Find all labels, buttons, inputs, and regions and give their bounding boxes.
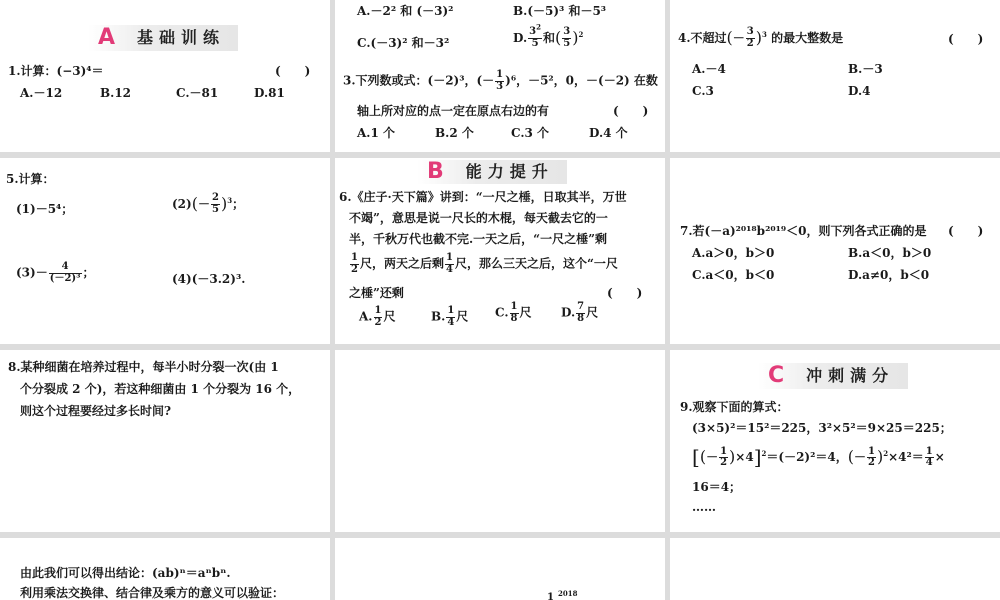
q6-line-4 bbox=[349, 253, 618, 275]
q3-fraction bbox=[495, 70, 504, 92]
q7-option-c: C.a＜0，b＜0 bbox=[692, 268, 775, 282]
q9-line-2-b: ＝(－2)²＝4， bbox=[766, 450, 848, 464]
q6-option-c-denominator: 8 bbox=[510, 312, 518, 324]
q6-option-b bbox=[431, 306, 468, 328]
q8-line-2: 个分裂成 2 个)，若这种细菌由 1 个分裂为 16 个， bbox=[20, 382, 301, 396]
q6-option-d-numerator: 7 bbox=[577, 301, 585, 312]
q3-answer-blank: ( ) bbox=[613, 104, 649, 118]
q4-fraction-denominator: 2 bbox=[746, 37, 754, 49]
q6-option-c-fraction bbox=[510, 302, 519, 324]
q5-part-3 bbox=[16, 262, 95, 284]
q9-line-3: 16＝4； bbox=[692, 480, 742, 494]
q2-option-d-fraction-2 bbox=[562, 27, 571, 49]
q5-part-3-numerator: 4 bbox=[49, 262, 82, 274]
q5-part-1: (1)－5⁴； bbox=[16, 202, 74, 216]
q6-answer-blank: ( ) bbox=[607, 286, 643, 300]
q3-stem-start: 3.下列数或式：(－2)³，(－ bbox=[343, 73, 495, 88]
q2-option-d: D. $\frac{3^2}{5}$ 和( $\frac{3}{5}$ )$^2$ bbox=[513, 23, 584, 49]
q3-fraction-denominator: 3 bbox=[496, 80, 504, 92]
q6-line-4-a: 尺，两天之后剩 bbox=[359, 256, 444, 271]
q7-stem: 7.若(－a)²⁰¹⁸b²⁰¹⁹＜0，则下列各式正确的是 bbox=[680, 224, 927, 238]
q6-option-a-denominator: 2 bbox=[374, 316, 382, 328]
q6-option-b-unit: 尺 bbox=[456, 309, 469, 324]
q3-stem-line2: 轴上所对应的点一定在原点右边的有 bbox=[357, 104, 550, 118]
q5-part-2: (2)(－ $\frac{2}{5}$ )$^3$； bbox=[172, 192, 245, 215]
q9-line-2-a: ×4 bbox=[735, 450, 754, 464]
section-b-title: 能力提升 bbox=[465, 161, 554, 181]
q9-line-1: (3×5)²＝15²＝225，3²×5²＝9×25＝225； bbox=[692, 421, 952, 435]
panel-q7 bbox=[670, 158, 1000, 344]
q4-fraction-numerator: 3 bbox=[746, 26, 754, 38]
q6-line-2: 不竭”，意思是说一尺长的木棍，每天截去它的一 bbox=[349, 211, 608, 225]
q2-option-d-numerator-2: 3 bbox=[563, 26, 571, 38]
q2-option-d-numerator: 3 bbox=[529, 26, 537, 38]
panel-blank-bottom-right bbox=[670, 538, 1000, 600]
section-c-banner bbox=[758, 363, 908, 389]
q6-option-d-label: D. bbox=[561, 305, 576, 320]
q4-stem-start: 4.不超过 bbox=[678, 30, 727, 45]
q5-part-3-denominator: (－2)³ bbox=[49, 272, 81, 284]
panel-q6 bbox=[335, 158, 665, 344]
q6-fraction-quarter: $\frac{1}{4}$ bbox=[445, 252, 453, 275]
q5-part-3-suffix: ； bbox=[82, 265, 95, 280]
section-a-banner bbox=[88, 25, 238, 51]
panel-fragment bbox=[335, 538, 665, 600]
panel-q2-q3 bbox=[335, 0, 665, 152]
q6-option-a-numerator: 1 bbox=[374, 305, 382, 316]
section-a-letter: A bbox=[98, 24, 116, 50]
q4-option-d: D.4 bbox=[848, 84, 871, 98]
q6-line-4-b: 尺，那么三天之后，这个“一尺 bbox=[454, 256, 618, 271]
q6-line-3: 半，千秋万代也截不完.一天之后，“一尺之棰”剩 bbox=[349, 232, 607, 246]
q3-option-a: A.1 个 bbox=[357, 126, 396, 140]
q4-stem: 4.不超过(－ $\frac{3}{2}$ )$^3$ 的最大整数是 bbox=[678, 26, 844, 49]
q7-answer-blank: ( ) bbox=[948, 224, 984, 238]
q6-option-c-numerator: 1 bbox=[510, 301, 518, 312]
q1-option-d: D.81 bbox=[254, 86, 285, 100]
q8-line-1: 8.某种细菌在培养过程中，每半小时分裂一次(由 1 bbox=[8, 360, 279, 374]
q6-option-c bbox=[495, 302, 532, 324]
cut-off-expression bbox=[547, 590, 577, 600]
q6-option-a bbox=[359, 306, 395, 328]
q5-part-2-denominator: 5 bbox=[211, 203, 219, 215]
q5-part-3-label: (3)－ bbox=[16, 265, 48, 280]
q2-option-a: A.－2² 和 (－3)² bbox=[357, 4, 454, 18]
q6-line-1: 6.《庄子·天下篇》讲到：“一尺之棰，日取其半，万世 bbox=[339, 190, 627, 204]
q4-option-b: B.－3 bbox=[848, 62, 883, 76]
section-b-letter: B bbox=[427, 158, 444, 184]
q1-option-c: C.－81 bbox=[176, 86, 219, 100]
q9-cont-line-2: 利用乘法交换律、结合律及乘方的意义可以验证： bbox=[20, 586, 285, 600]
section-a-title: 基础训练 bbox=[137, 27, 226, 47]
panel-blank-middle bbox=[335, 350, 665, 532]
q8-line-3: 则这个过程要经过多长时间? bbox=[20, 404, 172, 418]
q6-option-d-unit: 尺 bbox=[586, 305, 599, 320]
q5-part-4: (4)(－3.2)³. bbox=[172, 272, 246, 286]
q9-line-2-d: × bbox=[934, 450, 945, 464]
q3-option-b: B.2 个 bbox=[435, 126, 474, 140]
section-c-title: 冲刺满分 bbox=[806, 365, 895, 385]
panel-q8 bbox=[0, 350, 330, 532]
q6-option-d bbox=[561, 302, 598, 324]
q5-part-2-numerator: 2 bbox=[211, 192, 219, 204]
q9-ellipsis: …… bbox=[692, 500, 716, 514]
q3-stem bbox=[343, 70, 658, 92]
q5-part-3-fraction bbox=[49, 262, 82, 284]
q3-stem-end: )⁶，－5²，0，－(－2) 在数 bbox=[505, 73, 658, 88]
panel-q4 bbox=[670, 0, 1000, 152]
q2-option-d-denominator-2: 5 bbox=[563, 37, 571, 49]
q5-part-2-fraction bbox=[211, 193, 220, 215]
q3-fraction-numerator: 1 bbox=[496, 69, 504, 80]
q6-option-b-denominator: 4 bbox=[447, 316, 455, 328]
q1-option-a: A.－12 bbox=[20, 86, 63, 100]
panel-q9 bbox=[670, 350, 1000, 532]
q7-option-d: D.a≠0，b＜0 bbox=[848, 268, 930, 282]
section-b-banner bbox=[417, 160, 567, 184]
q2-option-b: B.(－5)³ 和－5³ bbox=[513, 4, 607, 18]
q1-stem: 1.计算：(−3)⁴＝ bbox=[8, 64, 104, 78]
q2-option-d-label: D. bbox=[513, 30, 528, 45]
q9-fraction-2: $\frac{1}{2}$ bbox=[867, 445, 875, 468]
q5-stem: 5.计算： bbox=[6, 172, 55, 186]
q3-option-d: D.4 个 bbox=[589, 126, 628, 140]
q6-option-b-fraction bbox=[446, 306, 455, 328]
q7-option-b: B.a＜0，b＞0 bbox=[848, 246, 932, 260]
q2-option-d-and: 和 bbox=[543, 30, 556, 45]
q2-option-d-fraction: $\frac{3^2}{5}$ bbox=[529, 23, 541, 49]
q6-fraction-half: $\frac{1}{2}$ bbox=[351, 252, 358, 275]
q6-option-b-label: B. bbox=[431, 309, 446, 324]
panel-q5 bbox=[0, 158, 330, 344]
cut-off-exponent: 2018 bbox=[557, 588, 578, 598]
q6-option-c-label: C. bbox=[495, 305, 509, 320]
q4-option-c: C.3 bbox=[692, 84, 714, 98]
q4-stem-end: 的最大整数是 bbox=[771, 30, 844, 45]
q4-answer-blank: ( ) bbox=[948, 32, 984, 46]
q4-option-a: A.－4 bbox=[692, 62, 726, 76]
q9-fraction-3: $\frac{1}{4}$ bbox=[925, 445, 933, 468]
q6-option-b-numerator: 1 bbox=[447, 305, 455, 316]
q1-answer-blank: ( ) bbox=[275, 64, 311, 78]
panel-q1 bbox=[0, 0, 330, 152]
q6-option-a-fraction bbox=[374, 306, 383, 328]
q6-option-a-label: A. bbox=[359, 309, 373, 324]
q3-option-c: C.3 个 bbox=[511, 126, 550, 140]
q6-line-5: 之棰”还剩 bbox=[349, 286, 404, 300]
q6-option-d-denominator: 8 bbox=[577, 312, 585, 324]
q9-fraction-1: $\frac{1}{2}$ bbox=[720, 445, 728, 468]
cut-off-numerator: 1 bbox=[547, 592, 554, 600]
q9-cont-line-1: 由此我们可以得出结论：(ab)ⁿ＝aⁿbⁿ. bbox=[20, 566, 231, 580]
panel-q9-continued bbox=[0, 538, 330, 600]
section-c-letter: C bbox=[768, 362, 785, 388]
q6-option-d-fraction bbox=[576, 302, 585, 324]
q6-option-a-unit: 尺 bbox=[383, 309, 396, 324]
q9-line-2: [(－ $\frac{1}{2}$ )×4]$^2$＝(－2)²＝4，(－ $\frac{1}{2}$ )$^2$×4²＝ $\frac{1}{4}$ × bbox=[692, 445, 945, 469]
q2-option-d-denominator: 5 bbox=[531, 37, 539, 49]
q2-option-c: C.(－3)² 和－3² bbox=[357, 36, 450, 50]
q6-option-c-unit: 尺 bbox=[519, 305, 532, 320]
q9-line-2-c: ×4²＝ bbox=[888, 450, 924, 464]
q4-fraction bbox=[746, 27, 755, 49]
q7-option-a: A.a＞0，b＞0 bbox=[692, 246, 775, 260]
q9-stem: 9.观察下面的算式： bbox=[680, 400, 789, 414]
q5-part-2-suffix: ； bbox=[232, 196, 245, 211]
q5-part-2-label: (2) bbox=[172, 196, 192, 211]
q1-option-b: B.12 bbox=[100, 86, 132, 100]
